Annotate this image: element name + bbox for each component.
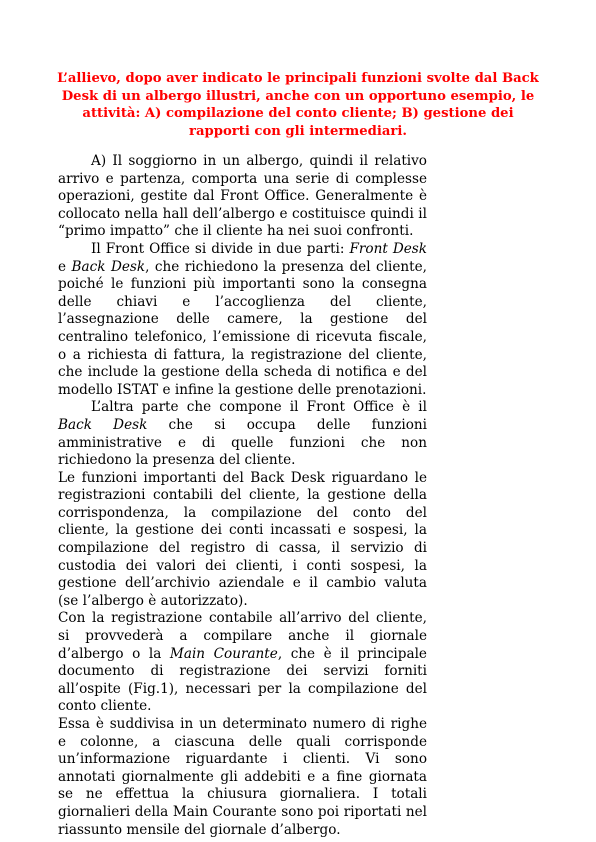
text-run: , che è il principale documento di registrazione dei servizi forniti all’ospite (Fig.1), necessari per la compilazione del conto cliente. bbox=[58, 645, 427, 715]
text-run: e bbox=[58, 258, 72, 275]
italic-term-main-courante: Main Courante bbox=[169, 645, 278, 662]
text-run: , che richiedono la presenza del cliente, poiché le funzioni più importanti sono la consegna delle chiavi e l’accoglienza del cliente, l’assegnazione delle camere, la gestione del centralino telefonico, l’emissione di ricevuta fiscale, o a richiesta di fattura, la registrazione del cliente, che include la gestione della scheda di notifica e del modello ISTAT e infine la gestione delle prenotazioni. bbox=[58, 258, 427, 398]
text-run: Il Front Office si divide in due parti: bbox=[91, 240, 350, 257]
document-body bbox=[58, 153, 427, 839]
italic-term-back-desk: Back Desk bbox=[58, 416, 148, 433]
italic-term-front-desk: Front Desk bbox=[349, 240, 427, 257]
assignment-title: L’allievo, dopo aver indicato le principali funzioni svolte dal Back Desk di un albergo illustri, anche con un opportuno esempio, le attività: A) compilazione del conto cliente; B) gestione dei rapporti con gli intermediari. bbox=[57, 71, 539, 139]
text-run: Con la registrazione contabile all’arrivo del cliente, si provvederà a compilare anche il giornale d’albergo o la bbox=[58, 610, 427, 662]
italic-term-back-desk: Back Desk bbox=[71, 258, 146, 275]
text-run: che si occupa delle funzioni amministrative e di quelle funzioni che non richiedono la presenza del cliente. bbox=[58, 416, 427, 469]
paragraph-front-office-parts bbox=[58, 241, 427, 399]
paragraph-soggiorno: A) Il soggiorno in un albergo, quindi il relativo arrivo e partenza, comporta una serie di complesse operazioni, gestite dal Front Office. Generalmente è collocato nella hall dell’albergo e costituisce quindi il “primo impatto” che il cliente ha nei suoi confronti. bbox=[58, 153, 427, 240]
paragraph-main-courante bbox=[58, 610, 427, 716]
paragraph-main-courante-structure: Essa è suddivisa in un determinato numero di righe e colonne, a ciascuna delle quali corrisponde un’informazione riguardante i clienti. Vi sono annotati giornalmente gli addebiti e a fine giornata se ne effettua la chiusura giornaliera. I totali giornalieri della Main Courante sono poi riportati nel riassunto mensile del giornale d’albergo. bbox=[58, 716, 427, 838]
paragraph-back-desk-intro bbox=[58, 399, 427, 469]
paragraph-back-desk-functions: Le funzioni importanti del Back Desk riguardano le registrazioni contabili del cliente, la gestione della corrispondenza, la compilazione del conto del cliente, la gestione dei conti incassati e sospesi, la compilazione del registro di cassa, il servizio di custodia dei valori dei clienti, i conti sospesi, la gestione dell’archivio aziendale e il cambio valuta (se l’albergo è autorizzato). bbox=[58, 469, 427, 609]
text-run: L’altra parte che compone il Front Office è il bbox=[91, 399, 427, 416]
